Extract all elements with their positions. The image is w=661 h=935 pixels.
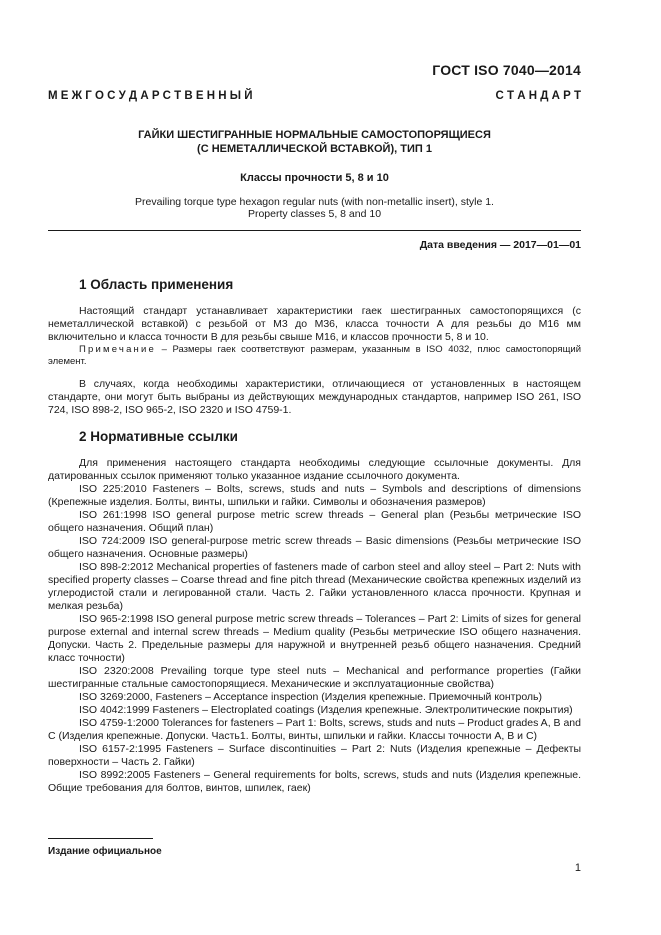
note-label: Примечание [79, 344, 156, 355]
title-en-line1: Prevailing torque type hexagon regular nuts (with non-metallic insert), style 1. [135, 196, 494, 208]
document-body [48, 270, 581, 795]
reference-item: ISO 6157-2:1995 Fasteners – Surface discontinuities – Part 2: Nuts (Изделия крепежные – Дефекты поверхности – Часть 2. Гайки) [48, 743, 581, 768]
interstate-standard-banner [48, 90, 581, 102]
standard-word: С Т А Н Д А Р Т [495, 90, 581, 102]
title-divider [48, 230, 581, 231]
title-en-line2: Property classes 5, 8 and 10 [247, 208, 382, 220]
reference-item: ISO 898-2:2012 Mechanical properties of fasteners made of carbon steel and alloy steel – Part 2: Nuts with specified property classes – Coarse thread and fine pitch thread (Механические свойства крепежных изделий из углеродистой стали и легированной стали. Часть 2. Гайки установленного класса прочности. Крупная и мелкая резьба) [48, 561, 581, 612]
section1-heading: 1 Область применения [79, 277, 234, 292]
reference-item: ISO 724:2009 ISO general-purpose metric screw threads – Basic dimensions (Резьбы метрические ISO общего назначения. Основные размеры) [48, 535, 581, 560]
interstate-word: М Е Ж Г О С У Д А Р С Т В Е Н Н Ы Й [48, 90, 253, 102]
title-ru [48, 128, 581, 156]
note-text: – Размеры гаек соответствуют размерам, указанным в ISO 4032, плюс самостопорящий элемент. [48, 344, 581, 367]
section1-paragraph1: Настоящий стандарт устанавливает характеристики гаек шестигранных самостопорящихся (с неметаллической вставкой) с резьбой от М3 до М36, класса точности А для резьбы до М16 мм включительно и класса точности В для резьбы свыше М16, и классов прочности 5, 8 и 10. [48, 305, 581, 343]
reference-item: ISO 225:2010 Fasteners – Bolts, screws, studs and nuts – Symbols and descriptions of dimensions (Крепежные изделия. Болты, винты, шпильки и гайки. Символы и обозначения размеров) [48, 483, 581, 508]
reference-item: ISO 4759-1:2000 Tolerances for fasteners – Part 1: Bolts, screws, studs and nuts – Product grades A, B and C (Изделия крепежные. Допуски. Часть1. Болты, винты, шпильки и гайки. Классы точности А, В и С) [48, 717, 581, 742]
reference-item: ISO 261:1998 ISO general purpose metric screw threads – General plan (Резьбы метрические ISO общего назначения. Общий план) [48, 509, 581, 534]
title-block [48, 128, 581, 220]
footer-divider [48, 838, 153, 839]
reference-item: ISO 8992:2005 Fasteners – General requirements for bolts, screws, studs and nuts (Изделия крепежные. Общие требования для болтов, винтов, шпилек, гаек) [48, 769, 581, 794]
document-number: ГОСТ ISO 7040—2014 [432, 62, 581, 78]
title-en [48, 196, 581, 220]
page-number: 1 [574, 862, 581, 874]
reference-item: ISO 2320:2008 Prevailing torque type steel nuts – Mechanical and performance properties (Гайки шестигранные стальные самостопорящиеся. Механические и эксплуатационные свойства) [48, 665, 581, 690]
section1-paragraph2: В случаях, когда необходимы характеристики, отличающиеся от установленных в настоящем стандарте, они могут быть выбраны из действующих международных стандартов, например ISO 261, ISO 724, ISO 898-2, ISO 965-2, ISO 2320 и ISO 4759-1. [48, 378, 581, 416]
section2-heading: 2 Нормативные ссылки [79, 429, 238, 444]
introduction-date: Дата введения — 2017—01—01 [419, 239, 581, 251]
reference-item: ISO 4042:1999 Fasteners – Electroplated coatings (Изделия крепежные. Электролитические покрытия) [79, 704, 573, 716]
title-ru-line1: ГАЙКИ ШЕСТИГРАННЫЕ НОРМАЛЬНЫЕ САМОСТОПОРЯЩИЕСЯ [138, 129, 491, 141]
reference-item: ISO 3269:2000, Fasteners – Acceptance inspection (Изделия крепежные. Приемочный контроль) [79, 691, 543, 703]
reference-item: ISO 965-2:1998 ISO general purpose metric screw threads – Tolerances – Part 2: Limits of sizes for general purpose external and internal screw threads – Medium quality (Резьбы метрические ISO общего назначения. Допуски. Часть 2. Предельные размеры для наружной и внутренней резьб общего назначения. Средний класс точности) [48, 613, 581, 664]
section2-intro: Для применения настоящего стандарта необходимы следующие ссылочные документы. Для датированных ссылок применяют только указанное издание ссылочного документа. [48, 457, 581, 482]
normative-references-list [48, 483, 581, 795]
title-ru-line2: (С НЕМЕТАЛЛИЧЕСКОЙ ВСТАВКОЙ), ТИП 1 [197, 143, 432, 155]
official-edition-label: Издание официальное [48, 846, 162, 857]
section1-note [48, 344, 581, 368]
property-classes-ru: Классы прочности 5, 8 и 10 [240, 172, 389, 184]
